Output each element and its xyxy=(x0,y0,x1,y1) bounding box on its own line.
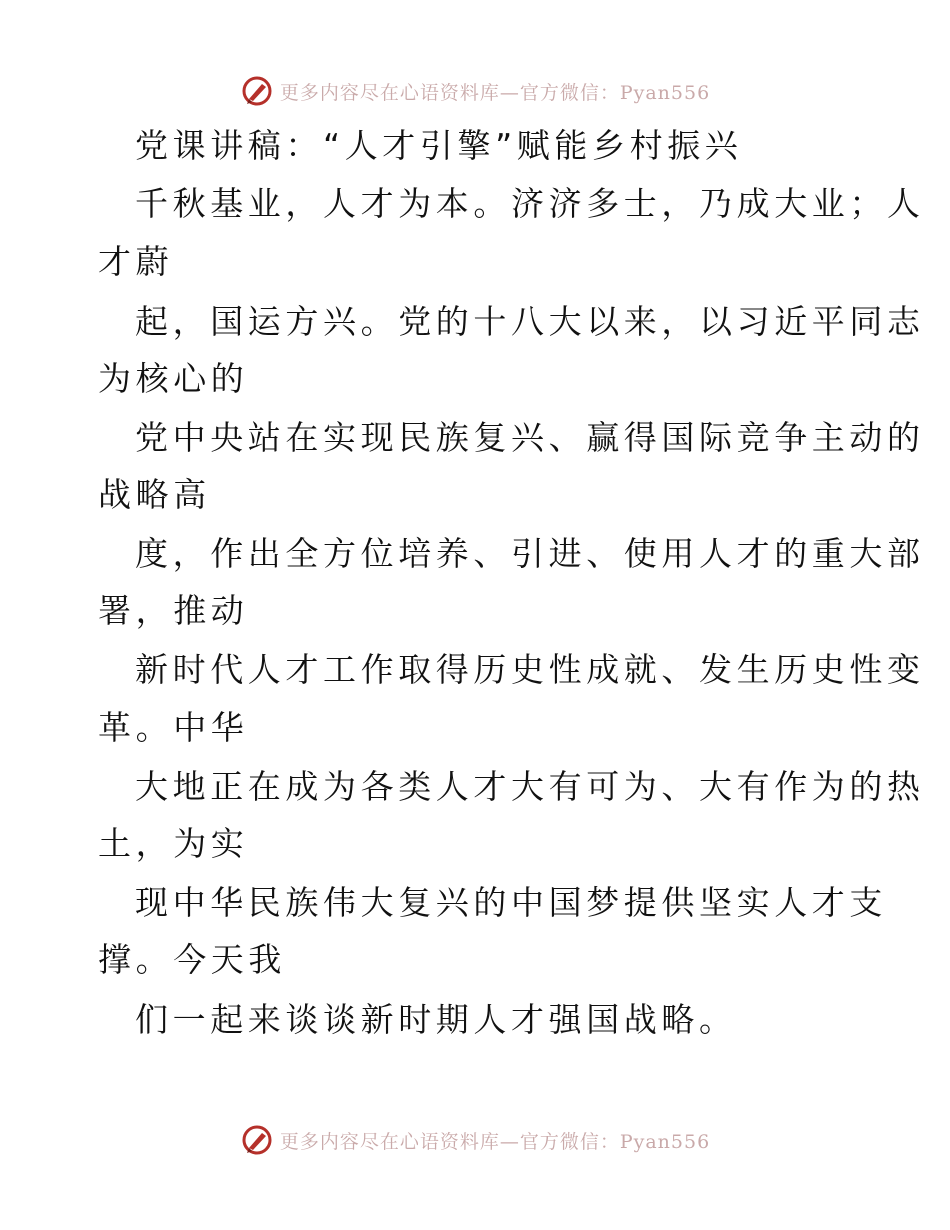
watermark-text: 更多内容尽在心语资料库—官方微信：Pyan556 xyxy=(279,81,711,104)
paragraph-line: 度，作出全方位培养、引进、使用人才的重大部 xyxy=(135,534,925,573)
paragraph-line: 起，国运方兴。党的十八大以来，以习近平同志 xyxy=(135,302,925,341)
paragraph-line: 们一起来谈谈新时期人才强国战略。 xyxy=(135,1000,737,1039)
footer-watermark xyxy=(0,1120,950,1160)
paragraph-line: 革。中华 xyxy=(98,708,249,747)
paragraph-line: 党中央站在实现民族复兴、赢得国际竞争主动的 xyxy=(135,418,925,457)
header-watermark xyxy=(0,71,950,111)
paragraph-line: 署，推动 xyxy=(98,591,249,630)
watermark-text: 更多内容尽在心语资料库—官方微信：Pyan556 xyxy=(279,1130,711,1153)
pen-logo-icon xyxy=(240,74,274,108)
paragraph-line: 大地正在成为各类人才大有可为、大有作为的热 xyxy=(135,767,925,806)
paragraph-line: 千秋基业，人才为本。济济多士，乃成大业；人 xyxy=(135,184,925,223)
paragraph-line: 战略高 xyxy=(98,475,211,514)
paragraph-line: 为核心的 xyxy=(98,359,249,398)
watermark-group xyxy=(240,1123,710,1157)
paragraph-line: 才蔚 xyxy=(98,242,174,281)
paragraph-line: 现中华民族伟大复兴的中国梦提供坚实人才支 xyxy=(135,883,887,922)
document-title: 党课讲稿：“人才引擎”赋能乡村振兴 xyxy=(135,126,743,165)
pen-logo-icon xyxy=(240,1123,274,1157)
paragraph-line: 土，为实 xyxy=(98,824,249,863)
watermark-group xyxy=(240,74,710,108)
paragraph-line: 撑。今天我 xyxy=(98,940,286,979)
paragraph-line: 新时代人才工作取得历史性成就、发生历史性变 xyxy=(135,650,925,689)
